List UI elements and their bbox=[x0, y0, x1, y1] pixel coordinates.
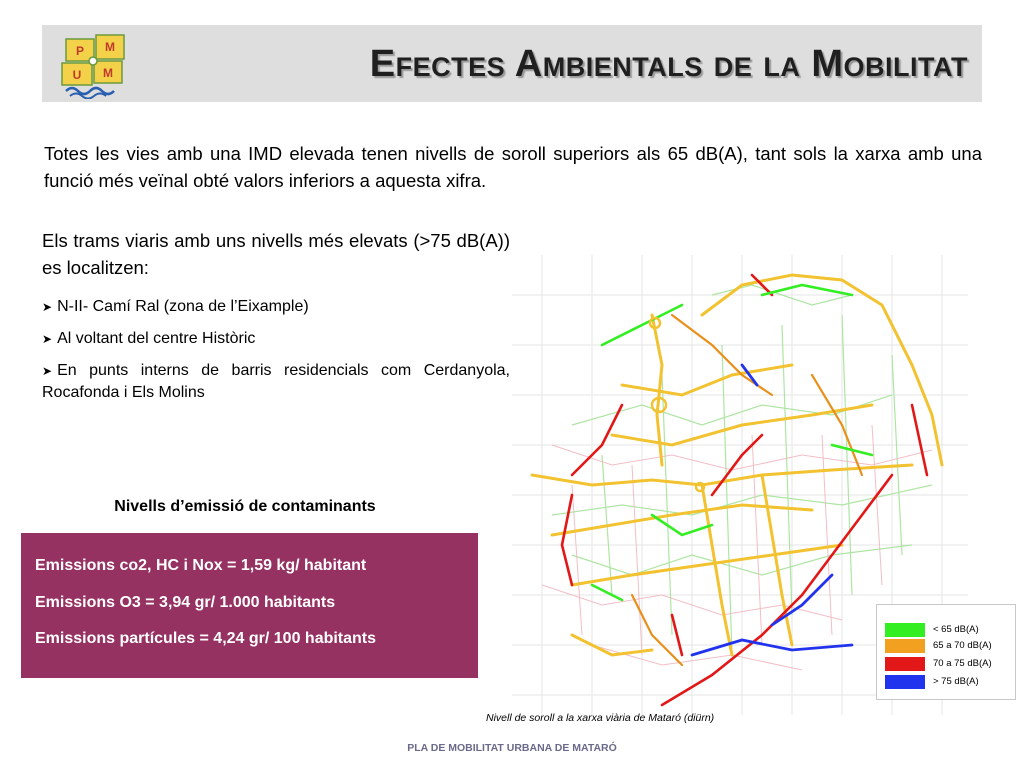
emission-co2: Emissions co2, HC i Nox = 1,59 kg/ habitant bbox=[35, 557, 367, 574]
logo-letter-u: U bbox=[72, 68, 82, 82]
list-item-text: En punts interns de barris residencials com Cerdanyola, Rocafonda i Els Molins bbox=[42, 362, 510, 401]
logo-letter-m2: M bbox=[103, 66, 113, 80]
logo-letter-m1: M bbox=[105, 40, 115, 54]
list-item bbox=[42, 296, 510, 318]
arrow-bullet-icon: ➤ bbox=[42, 300, 53, 314]
legend-label: 70 a 75 dB(A) bbox=[933, 658, 992, 669]
map-caption: Nivell de soroll a la xarxa viària de Mataró (diürn) bbox=[486, 712, 715, 724]
page-title: Efectes Ambientals de la Mobilitat bbox=[369, 43, 968, 85]
legend-swatch bbox=[885, 639, 925, 653]
logo-letter-p: P bbox=[75, 44, 85, 58]
emission-o3: Emissions O3 = 3,94 gr/ 1.000 habitants bbox=[35, 594, 336, 611]
legend-label: < 65 dB(A) bbox=[933, 624, 979, 635]
location-list bbox=[42, 296, 510, 414]
intro-paragraph: Totes les vies amb una IMD elevada tenen nivells de soroll superiors als 65 dB(A), tant sols la xarxa amb una funció més veïnal obté valors inferiors a aquesta xifra. bbox=[44, 143, 982, 191]
list-item-text: N-II- Camí Ral (zona de l’Eixample) bbox=[57, 298, 309, 315]
legend-swatch bbox=[885, 657, 925, 671]
header-bar bbox=[42, 25, 982, 102]
emissions-heading: Nivells d’emissió de contaminants bbox=[114, 498, 376, 515]
lead-paragraph: Els trams viaris amb uns nivells més elevats (>75 dB(A)) es localitzen: bbox=[42, 230, 510, 278]
arrow-bullet-icon: ➤ bbox=[42, 364, 53, 378]
legend-swatch bbox=[885, 623, 925, 637]
list-item bbox=[42, 360, 510, 404]
arrow-bullet-icon: ➤ bbox=[42, 332, 53, 346]
map-legend bbox=[876, 604, 1016, 700]
footer-text: PLA DE MOBILITAT URBANA DE MATARÓ bbox=[407, 742, 617, 754]
pmum-logo-icon bbox=[52, 31, 132, 99]
list-item-text: Al voltant del centre Històric bbox=[57, 330, 256, 347]
legend-swatch bbox=[885, 675, 925, 689]
legend-label: 65 a 70 dB(A) bbox=[933, 640, 992, 651]
legend-label: > 75 dB(A) bbox=[933, 676, 979, 687]
list-item bbox=[42, 328, 510, 350]
emissions-panel bbox=[21, 533, 478, 678]
emission-particles: Emissions partícules = 4,24 gr/ 100 habitants bbox=[35, 630, 377, 647]
